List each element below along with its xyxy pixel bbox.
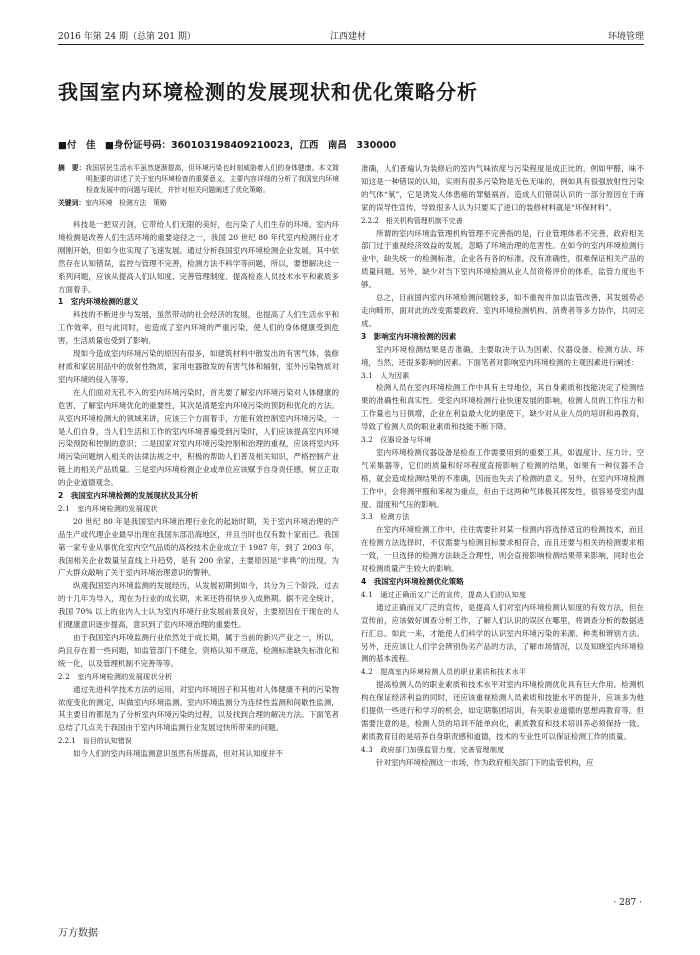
abstract-text: 我国居民生活水平虽然逐渐提高，但环境污染也时刻威胁着人们的身体健康。本文简明扼要的讲述了关于室内环境检查的重要意义，主要内容详细的分析了我国室内环境检查发展中的问题与现状，并针对相关问题阐述了优化策略。 bbox=[85, 164, 340, 194]
abstract bbox=[58, 163, 339, 196]
left-body bbox=[58, 219, 339, 761]
paragraph: 准确，人们普遍认为装修后的室内气味浓度与污染程度是成正比的，例如甲醛，味不知这是一种错误的认知，实则有很多污染物是无色无味的，例如具有很强放射性污染的气体“氡”，它是诱发人体患癌的罪魁祸首。造成人们错误认识的一部分原因在于商家的误导性宣传，导致很多人认为只要买了进口的装修材料就是“环保材料”。 bbox=[361, 164, 644, 212]
right-body bbox=[361, 163, 644, 770]
section-heading: 2.1 室内环境检测的发展现状 bbox=[58, 504, 158, 513]
paragraph: 科技是一把双刃剑，它带给人们无限的美好，也污染了人们生存的环境。室内环境检测是改善人们生活环境的重要途径之一，我国 20 世纪 80 年代室内检测行业才刚刚开始，但如今也实现了飞速发展。通过分析我国室内环境检测企业发展，其中依然存在认知错误，监控与管理不完善，检测方法不科学等问题，所以，要想解决这一系列问题，应该从提高人们认知度、完善管理制度、提高检查人员技术水平和素质多方面着手。 bbox=[58, 220, 339, 294]
section-heading: 2.2.1 盲目的认知错误 bbox=[58, 737, 132, 746]
paragraph: 在室内环境检测工作中，往往需要针对某一检测内容选择适宜的检测技术，而且在检测方法选择时，不仅需要与检测目标要求相符合，而且还要与相关的检测要求相一致，一旦选择的检测方法缺乏合理性，则会直接影响检测结果带来影响，同时也会对检测质量产生较大的影响。 bbox=[361, 525, 644, 574]
abstract-label: 摘 要： bbox=[58, 164, 86, 172]
paragraph: 总之，目前国内室内环境检测问题较多，如不重视并加以监管改善，其发展势必走向畸形，面对此的改变需要政府、室内环境检测机构、消费者等多方协作，共同完成。 bbox=[361, 293, 644, 328]
paragraph: 科技的不断进步与发展，虽然带动的社会经济的发展，也提高了人们生活水平和工作效率，但与此同时，也造成了室内环境的严重污染，使人们的身体健康受到危害，生活质量也受到了影响。 bbox=[58, 310, 339, 346]
keywords-label: 关键词： bbox=[58, 199, 86, 207]
section-heading: 2 我国室内环境检测的发展现状及其分析 bbox=[58, 491, 199, 501]
issue-info: 2016 年第 24 期（总第 201 期） bbox=[58, 32, 196, 42]
running-header bbox=[58, 30, 644, 45]
right-column bbox=[361, 163, 644, 770]
section-heading: 3.1 人为因素 bbox=[361, 371, 410, 380]
paragraph: 所谓的室内环境监管理机构管理不完善指的是，行业管理体系不完善，政府相关部门过于重视经济效益的发展，忽略了环境治理的危害性。在如今的室内环境检测行业中，缺失统一的检测标准，企业各有各的标准，没有准确性，很难保证相关产品的质量问题。另外，缺少对当下室内环境检测从业人员资格评价的体系，监管力度也不够。 bbox=[361, 228, 644, 290]
section-heading: 3.3 检测方法 bbox=[361, 513, 410, 522]
paragraph: 在人们面对无孔不入的室内环境污染时，首先要了解室内环境污染对人体健康的危害，了解室内环境优化的重要性，其次是清楚室内环境污染的预防和优化的方法。从室内环境检测大的领域来讲，应该三个方面着手，方能有效控制室内环境污染，一是人们自身，当人们生活和工作的室内环境普遍受到污染时，人们应该提高室内环境污染预防和控制的意识；二是国家对室内环境污染控制和治理的重视，应该将室内环境污染问题纳入相关的法律法规之中，积极的帮助人们普及相关知识，严格控制产业链上的相关产品质量。三是室内环境检测企业或单位应该赋予自身责任感，树立正取的企业道德观念。 bbox=[58, 387, 339, 488]
paragraph: 纵观我国室内环境监测的发展经历，从发展初期到如今，共分为三个阶段，过去的十几年为导入，现在为行业的成长期，未来还将很快步入成熟期。据不完全统计，我国 70% 以上的业内人士认为室内环境行业发展前景良好，主要原因在于现在的人们健康意识逐步提高，意识到了室内环境治理的重要性。 bbox=[58, 581, 339, 630]
section-heading: 3.2 仪器设备与环境 bbox=[361, 436, 432, 445]
paragraph: 20 世纪 80 年是我国室内环境治理行业化的起始时期，关于室内环境治理的产品生产或代理企业最早出现在我国东部沿海地区，并且当时也仅有数十家而已。我国第一家专业从事优化室内空气品质的高校技术企业成立于 1987 年，到了 2003 年，我国相关企业数量呈直线上升趋势，是有 200 余家，主要原因是“非典”的出现，为广大群众敲响了关于室内环境治理意识的警钟。 bbox=[58, 516, 339, 578]
section-name: 环境管理 bbox=[607, 32, 644, 42]
page-number: · 287 · bbox=[613, 898, 642, 908]
section-heading: 4 我国室内环境检测优化策略 bbox=[361, 577, 464, 586]
section-heading: 1 室内环境检测的意义 bbox=[58, 297, 139, 307]
paragraph: 提高检测人员的职业素质和技术水平对室内环境检测优化具有巨大作用。检测机构在保证经济利益的同时，还应该重视检测人员素质和技能水平的提升，应该多为他们提供一些进行和学习的机会，如定期集团培训，有关职业道德的思想再教育等。但需要注意的是，检测人员的培训不能单向化，素质教育和技术培训养必须保持一致。素质教育目的是培养自身职责感和道德，技术的专业性可以保证检测工作的质量。 bbox=[361, 680, 644, 741]
footer-watermark: 万方数据 bbox=[58, 928, 98, 939]
paragraph: 通过先进科学技术方法的运用，对室内环境因子和其他对人体健康不利的污染物浓度变化的测定，叫做室内环境监测。室内环境监测分为连续性监测和间歇性监测，其主要目的都是为了分析室内环境污染的过程，以及找到合理的解决方法。下面笔者总结了几点关于我国由于室内环境监测行业发展过快所带来的问题。 bbox=[58, 684, 339, 733]
section-heading: 4.3 政府部门加强监管力度，完善管理制度 bbox=[361, 745, 505, 754]
section-heading: 2.2.2 相关机构管理机制不完善 bbox=[361, 216, 463, 225]
section-heading: 4.2 提高室内环境检测人员的职业素质和技术水平 bbox=[361, 668, 527, 677]
paragraph: 针对室内环境检测这一市场，作为政府相关部门下的监管机构，应 bbox=[376, 757, 594, 767]
paragraph: 室内环境检测仪器设备是检查工作需要用到的重要工具，如温度计、压力计、空气采集器等，它们的质量和好坏程度直接影响了检测的结果，如果有一种仪器不合格，就会造成检测结果的不准确，因而也失去了检测的意义。另外，在室内环境检测工作中，会将测甲醛和苯视为重点，但由于这两种气体极其挥发性，很容易受室内温度、湿度和气压的影响。 bbox=[361, 447, 644, 509]
paragraph: 现如今造成室内环境污染的原因有很多，如建筑材料中散发出的有害气体，装修材质和家居用品中的放射性物质，家用电器散发的有害气体和辐射，室外污染物质对室内环境的侵入等等。 bbox=[58, 349, 339, 384]
paragraph: 如今人们的室内环境监测意识虽然有所提高，但对其认知度并不 bbox=[73, 749, 283, 759]
left-column bbox=[58, 163, 339, 761]
section-heading: 4.1 通过正确而又广泛的宣传，提高人们的认知度 bbox=[361, 590, 527, 599]
section-heading: 3 影响室内环境检测的因素 bbox=[361, 331, 457, 341]
journal-name: 江西建材 bbox=[330, 32, 367, 42]
section-heading: 2.2 室内环境检测的发展现状分析 bbox=[58, 672, 173, 681]
keywords bbox=[58, 198, 339, 209]
keywords-text: 室内环境 检测方法 策略 bbox=[85, 199, 167, 207]
paragraph: 检测人员在室内环境检测工作中具有主导地位，其自身素质和技能决定了检测结果的准确性和真实性。受室内环境检测行业快速发展的影响，检测人员的工作压力和工作量也与日俱增，企业在利益最大化的驱使下，缺少对从业人员的培训和再教育，导致了检测人员的职业素质和技能不断下降。 bbox=[361, 383, 644, 432]
paragraph: 由于我国室内环境监测行业依然处于成长期，属于当前的新兴产业之一，所以，尚且存在着一些问题，如监管部门不健全，资格认知不规范，检测标准缺失标准化和统一化，以及管理机制不完善等等。 bbox=[58, 633, 339, 668]
paragraph: 室内环境检测结果是否准确，主要取决于认为因素、仪器设备、检测方法、环境，当然，还很多影响的因素。下面笔者对影响室内环境检测的主观因素进行阐述： bbox=[361, 344, 644, 367]
paragraph: 通过正确而又广泛的宣传，是提高人们对室内环境检测认知度的有效方法，但在宣传前，应该做好调查分析工作，了解人们认识的误区在哪里，将调查分析的数据进行汇总。如此一来，才能使人们科学的认识室内环境污染的来源、种类和辨别方法。另外，还应该让人们学会辨别伪劣产品的方法，了解市场情况，以及知晓室内环境检测的基本流程。 bbox=[361, 602, 644, 664]
author-info: ■付 佳 ■身份证号码：360103198409210023，江西 南昌 330000 bbox=[58, 140, 397, 151]
article-title: 我国室内环境检测的发展现状和优化策略分析 bbox=[58, 80, 478, 104]
author-line bbox=[58, 137, 644, 151]
